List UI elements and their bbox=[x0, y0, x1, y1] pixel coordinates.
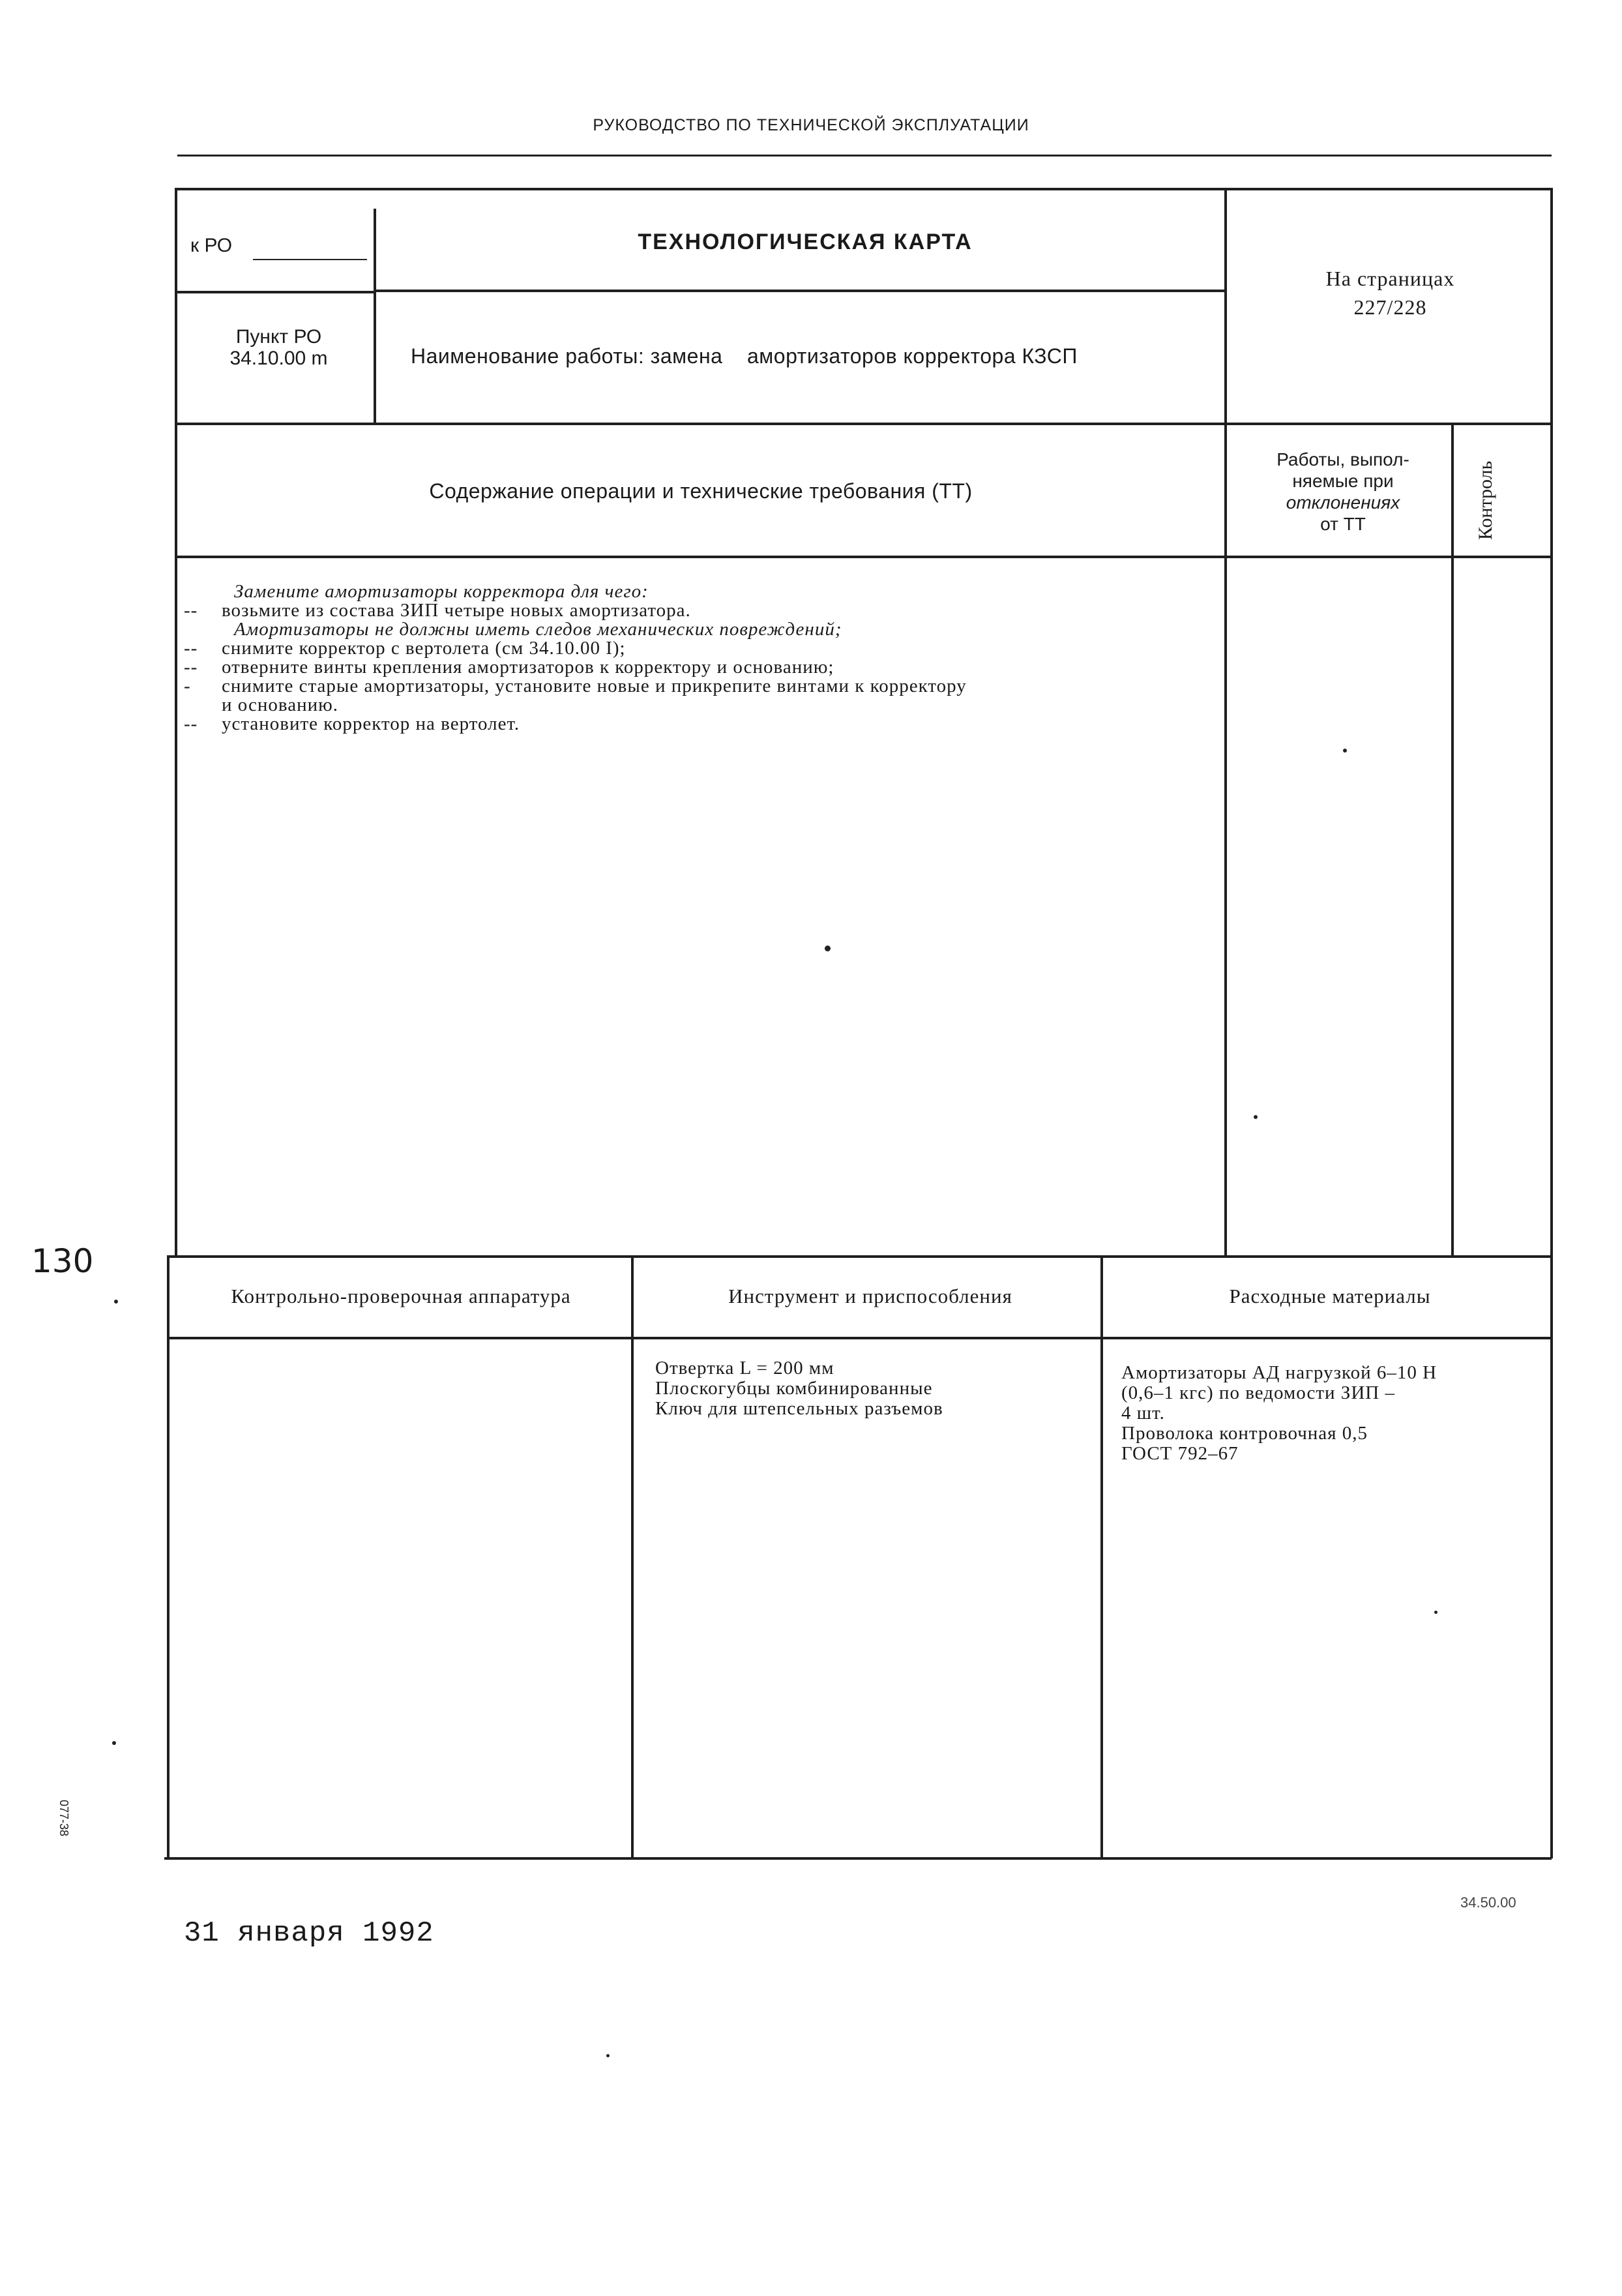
pages-label: На страницах bbox=[1325, 267, 1455, 290]
operation-text: установите корректор на вертолет. bbox=[222, 713, 520, 734]
operation-dash: -- bbox=[184, 657, 198, 678]
scan-speck bbox=[112, 1741, 116, 1745]
operation-dash: -- bbox=[184, 713, 198, 734]
deviation-column-left bbox=[1224, 188, 1227, 1257]
scan-speck bbox=[114, 1300, 118, 1304]
kpo-column-divider bbox=[374, 209, 376, 424]
tool-item: Плоскогубцы комбинированные bbox=[655, 1378, 933, 1399]
pages-cell bbox=[1235, 264, 1545, 321]
control-column-left bbox=[1451, 423, 1454, 1257]
header-block-bottom bbox=[176, 423, 1553, 425]
table-top-border bbox=[176, 188, 1553, 190]
operation-text: возьмите из состава ЗИП четыре новых амортизатора. bbox=[222, 600, 691, 621]
tools-column-left bbox=[631, 1255, 634, 1858]
scan-speck bbox=[1343, 749, 1347, 753]
operation-line bbox=[184, 658, 1220, 677]
header-rule bbox=[177, 155, 1552, 157]
operation-text: снимите старые амортизаторы, установите новые и прикрепите винтами к корректору bbox=[222, 676, 967, 696]
material-item: ГОСТ 792–67 bbox=[1121, 1443, 1239, 1464]
scan-speck bbox=[1434, 1611, 1438, 1614]
operation-dash: -- bbox=[184, 638, 198, 659]
scan-speck bbox=[1254, 1115, 1258, 1119]
material-item: Амортизаторы АД нагрузкой 6–10 Н bbox=[1121, 1362, 1438, 1383]
ops-section-bottom bbox=[168, 1255, 1552, 1258]
operation-text: отверните винты крепления амортизаторов к корректору и основанию; bbox=[222, 657, 834, 678]
footer-revision: 34.50.00 bbox=[1460, 1894, 1516, 1911]
operation-text: и основанию. bbox=[222, 694, 339, 715]
kpo-label: к РО bbox=[190, 235, 233, 256]
punkt-cell bbox=[183, 326, 375, 369]
deviations-column-header bbox=[1232, 449, 1454, 535]
table-left-border bbox=[175, 188, 177, 1257]
operation-text: Амортизаторы не должны иметь следов механических повреждений; bbox=[234, 619, 842, 640]
operation-line bbox=[184, 696, 1220, 715]
material-item: 4 шт. bbox=[1121, 1403, 1165, 1424]
margin-page-number: 130 bbox=[31, 1242, 94, 1280]
operation-dash: - bbox=[184, 676, 191, 696]
operation-text: Замените амортизаторы корректора для чего: bbox=[234, 581, 649, 602]
pages-value: 227/228 bbox=[1353, 295, 1427, 319]
card-title: ТЕХНОЛОГИЧЕСКАЯ КАРТА bbox=[638, 230, 973, 254]
control-column-header: Контроль bbox=[1475, 460, 1496, 540]
punkt-value: 34.10.00 m bbox=[229, 348, 328, 369]
punkt-label: Пункт РО bbox=[235, 326, 322, 348]
operation-dash: -- bbox=[184, 600, 198, 621]
kpo-blank-line bbox=[253, 259, 367, 260]
tool-item: Ключ для штепсельных разъемов bbox=[655, 1398, 943, 1419]
operation-line bbox=[184, 582, 1220, 601]
deviations-header-line: Работы, выпол- bbox=[1276, 449, 1409, 470]
title-divider bbox=[375, 290, 1226, 292]
materials-list bbox=[1121, 1363, 1545, 1464]
material-item: Проволока контровочная 0,5 bbox=[1121, 1423, 1368, 1444]
bottom-left-border bbox=[167, 1255, 170, 1858]
deviations-header-line: няемые при bbox=[1292, 471, 1394, 491]
bottom-header-divider bbox=[168, 1337, 1552, 1339]
operation-line bbox=[184, 639, 1220, 658]
tools-header: Инструмент и приспособления bbox=[728, 1285, 1012, 1307]
operation-text: снимите корректор с вертолета (см 34.10.00 I); bbox=[222, 638, 626, 659]
tools-list bbox=[655, 1358, 943, 1419]
deviations-header-line: отклонениях bbox=[1286, 492, 1400, 513]
table-right-border bbox=[1550, 188, 1553, 1858]
operation-line bbox=[184, 620, 1220, 639]
tool-item: Отвертка L = 200 мм bbox=[655, 1358, 834, 1379]
running-header: РУКОВОДСТВО ПО ТЕХНИЧЕСКОЙ ЭКСПЛУАТАЦИИ bbox=[593, 116, 1029, 134]
scan-speck bbox=[825, 946, 831, 951]
footer-date: 31 января 1992 bbox=[184, 1917, 434, 1950]
instruments-header: Контрольно-проверочная аппаратура bbox=[231, 1285, 571, 1307]
materials-header: Расходные материалы bbox=[1229, 1285, 1431, 1307]
materials-column-left bbox=[1100, 1255, 1103, 1858]
table-bottom-border bbox=[164, 1857, 1552, 1860]
kpo-divider bbox=[176, 291, 375, 293]
operation-line bbox=[184, 715, 1220, 734]
material-item: (0,6–1 кгс) по ведомости ЗИП – bbox=[1121, 1382, 1395, 1403]
deviations-header-line: от ТТ bbox=[1320, 514, 1366, 534]
operations-column-header: Содержание операции и технические требования (ТТ) bbox=[429, 479, 973, 503]
operation-line bbox=[184, 677, 1220, 696]
scan-speck bbox=[606, 2054, 610, 2057]
operation-line bbox=[184, 601, 1220, 620]
operations-body bbox=[184, 582, 1220, 734]
column-header-bottom bbox=[176, 556, 1553, 558]
work-name: Наименование работы: замена амортизаторов корректора КЗСП bbox=[411, 344, 1078, 368]
side-code: 077-38 bbox=[57, 1800, 70, 1837]
